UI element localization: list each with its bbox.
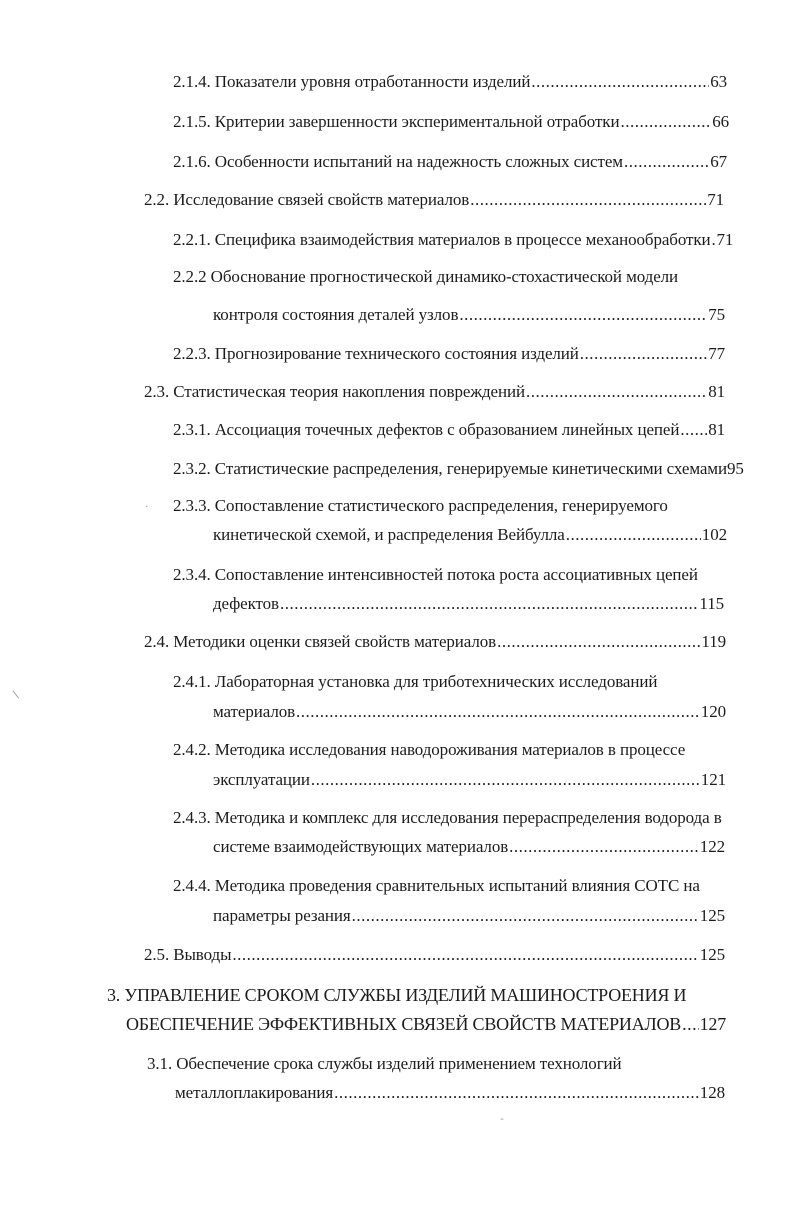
toc-entry-title: 2.5. Выводы xyxy=(144,945,232,964)
toc-entry-2-3-4-line1 xyxy=(173,565,727,585)
toc-entry-2-1-4 xyxy=(173,72,727,92)
toc-entry-title: 2.2.2 Обоснование прогностической динамико-стохастической модели xyxy=(173,267,679,286)
scan-speck: \ xyxy=(11,687,20,702)
toc-entry-title: 2.1.4. Показатели уровня отработанности изделий xyxy=(173,72,531,91)
toc-entry-page: 77 xyxy=(708,344,725,363)
toc-entry-2-4-2-line1 xyxy=(173,740,725,760)
toc-entry-title-cont: металлоплакирования xyxy=(175,1083,334,1102)
toc-entry-2-5 xyxy=(144,945,725,965)
toc-leader-dots xyxy=(334,1083,699,1103)
toc-leader-dots xyxy=(620,112,711,132)
toc-entry-page: 120 xyxy=(700,702,726,721)
toc-entry-3-line2 xyxy=(126,1014,726,1034)
toc-leader-dots xyxy=(624,152,709,172)
toc-entry-title: 2.4.4. Методика проведения сравнительных испытаний влияния СОТС на xyxy=(173,876,700,895)
toc-entry-page: 67 xyxy=(710,152,727,171)
toc-entry-title-cont: контроля состояния деталей узлов xyxy=(213,305,459,324)
toc-entry-page: 81 xyxy=(708,382,725,401)
scan-speck: - xyxy=(500,1112,504,1125)
toc-entry-title: 2.3.3. Сопоставление статистического распределения, генерируемого xyxy=(173,496,668,515)
toc-entry-title: 2.2.3. Прогнозирование технического состояния изделий xyxy=(173,344,579,363)
toc-entry-title: 2.3.2. Статистические распределения, генерируемые кинетическими схемами xyxy=(173,459,727,478)
toc-entry-title: 3.1. Обеспечение срока службы изделий применением технологий xyxy=(147,1054,622,1073)
toc-entry-page: 115 xyxy=(699,594,724,613)
toc-entry-2-4-1-line1 xyxy=(173,672,725,692)
toc-entry-title-cont: параметры резания xyxy=(213,906,351,925)
toc-entry-2-3-3-line1 xyxy=(173,496,727,516)
toc-entry-2-4-1-line2 xyxy=(213,702,726,722)
toc-entry-title: 2.1.6. Особенности испытаний на надежность сложных систем xyxy=(173,152,623,171)
toc-entry-page: 71 xyxy=(716,230,734,249)
toc-leader-dots xyxy=(280,594,698,614)
toc-entry-page: 125 xyxy=(699,906,725,925)
toc-entry-title: 2.3.4. Сопоставление интенсивностей потока роста ассоциативных цепей xyxy=(173,565,698,584)
toc-leader-dots xyxy=(497,632,700,652)
toc-entry-title: 2.2. Исследование связей свойств материалов xyxy=(144,190,470,209)
toc-entry-2-2 xyxy=(144,190,724,210)
toc-entry-title-cont: эксплуатации xyxy=(213,770,310,789)
toc-entry-page: 71 xyxy=(707,190,724,209)
toc-chapter-title: 3. УПРАВЛЕНИЕ СРОКОМ СЛУЖБЫ ИЗДЕЛИЙ МАШИНОСТРОЕНИЯ И xyxy=(107,985,687,1005)
toc-entry-2-2-1 xyxy=(173,230,734,250)
toc-leader-dots xyxy=(352,906,699,926)
toc-entry-page: 122 xyxy=(699,837,725,856)
toc-leader-dots xyxy=(531,72,709,92)
toc-entry-2-4-3-line2 xyxy=(213,837,725,857)
toc-leader-dots xyxy=(712,230,716,250)
toc-entry-title: 2.4.3. Методика и комплекс для исследования перераспределения водорода в xyxy=(173,808,722,827)
toc-leader-dots xyxy=(680,420,707,440)
toc-entry-2-1-5 xyxy=(173,112,729,132)
toc-entry-2-2-2-line1 xyxy=(173,267,725,287)
toc-entry-page: 75 xyxy=(708,305,725,324)
toc-leader-dots xyxy=(311,770,700,790)
toc-entry-title-cont: дефектов xyxy=(213,594,279,613)
toc-entry-2-4-2-line2 xyxy=(213,770,726,790)
toc-entry-2-1-6 xyxy=(173,152,727,172)
toc-entry-2-3 xyxy=(144,382,725,402)
toc-leader-dots xyxy=(232,945,698,965)
toc-leader-dots xyxy=(509,837,699,857)
toc-entry-2-2-3 xyxy=(173,344,725,364)
scan-speck: · xyxy=(145,500,149,513)
toc-entry-page: 81 xyxy=(708,420,725,439)
toc-chapter-title-cont: ОБЕСПЕЧЕНИЕ ЭФФЕКТИВНЫХ СВЯЗЕЙ СВОЙСТВ МАТЕРИАЛОВ xyxy=(126,1014,682,1034)
toc-entry-3-1-line2 xyxy=(175,1083,725,1103)
toc-entry-2-3-3-line2 xyxy=(213,525,727,545)
toc-entry-2-3-1 xyxy=(173,420,725,440)
toc-entry-title-cont: кинетической схемой, и распределения Вейбулла xyxy=(213,525,565,544)
toc-entry-2-4 xyxy=(144,632,726,652)
toc-entry-2-4-3-line1 xyxy=(173,808,727,828)
toc-entry-2-3-2 xyxy=(173,459,744,479)
toc-entry-page: 119 xyxy=(701,632,726,651)
toc-entry-title-cont: материалов xyxy=(213,702,296,721)
toc-entry-3-line1 xyxy=(107,985,727,1005)
toc-leader-dots xyxy=(526,382,707,402)
toc-entry-title: 2.3. Статистическая теория накопления повреждений xyxy=(144,382,525,401)
toc-entry-title: 2.4.1. Лабораторная установка для триботехнических исследований xyxy=(173,672,658,691)
toc-entry-page: 66 xyxy=(712,112,729,131)
toc-entry-title: 2.4. Методики оценки связей свойств материалов xyxy=(144,632,497,651)
toc-entry-title: 2.2.1. Специфика взаимодействия материалов в процессе механообработки xyxy=(173,230,711,249)
toc-entry-page: 128 xyxy=(699,1083,725,1102)
toc-leader-dots xyxy=(459,305,707,325)
toc-leader-dots xyxy=(682,1014,698,1034)
toc-entry-page: 127 xyxy=(699,1014,726,1034)
toc-entry-title-cont: системе взаимодействующих материалов xyxy=(213,837,509,856)
toc-leader-dots xyxy=(566,525,701,545)
toc-entry-title: 2.3.1. Ассоциация точечных дефектов с образованием линейных цепей xyxy=(173,420,680,439)
toc-leader-dots xyxy=(296,702,700,722)
toc-entry-title: 2.4.2. Методика исследования наводороживания материалов в процессе xyxy=(173,740,686,759)
toc-entry-page: 95 xyxy=(726,459,744,478)
toc-entry-3-1-line1 xyxy=(147,1054,725,1074)
toc-entry-page: 121 xyxy=(700,770,726,789)
toc-entry-2-4-4-line2 xyxy=(213,906,725,926)
toc-entry-page: 63 xyxy=(710,72,727,91)
toc-entry-2-2-2-line2 xyxy=(213,305,725,325)
toc-leader-dots xyxy=(580,344,707,364)
toc-entry-page: 125 xyxy=(699,945,725,964)
toc-entry-page: 102 xyxy=(701,525,727,544)
toc-leader-dots xyxy=(470,190,706,210)
toc-entry-2-4-4-line1 xyxy=(173,876,725,896)
toc-entry-2-3-4-line2 xyxy=(213,594,724,614)
toc-entry-title: 2.1.5. Критерии завершенности экспериментальной отработки xyxy=(173,112,620,131)
